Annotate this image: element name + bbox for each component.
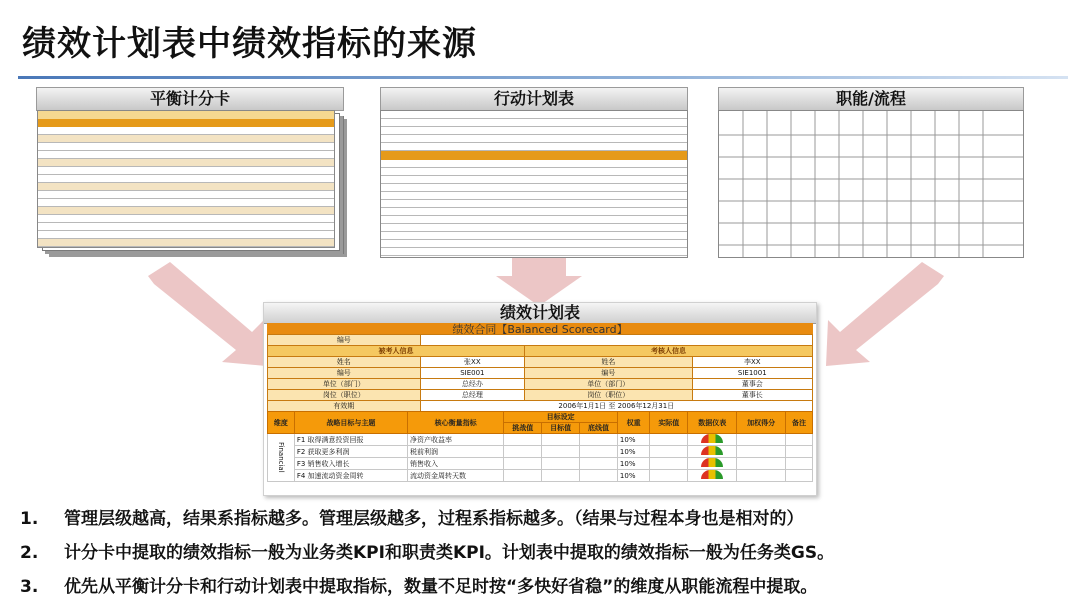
assessor-name: 李XX [692, 357, 812, 368]
number-label: 编号 [268, 335, 421, 346]
function-process-thumbnail [718, 110, 1024, 258]
measure-cell: 净资产收益率 [408, 434, 504, 446]
note-number: 1. [20, 509, 39, 529]
weight-cell: 10% [617, 458, 649, 470]
performance-plan-heading: 绩效计划表 [264, 303, 816, 324]
performance-plan-card [263, 302, 817, 496]
assessee-unit: 总经办 [420, 379, 524, 390]
function-process-heading: 职能/流程 [718, 87, 1024, 111]
table-row [268, 458, 813, 470]
col-target: 目标值 [542, 423, 580, 434]
strategy-cell: F3 销售收入增长 [294, 458, 407, 470]
strategy-cell: F2 获取更多利润 [294, 446, 407, 458]
weight-cell: 10% [617, 434, 649, 446]
table-row [268, 446, 813, 458]
note-text: 优先从平衡计分卡和行动计划表中提取指标，数量不足时按“多快好省稳”的维度从职能流程中提取。 [64, 577, 818, 597]
weight-cell: 10% [617, 470, 649, 482]
kpi-table [267, 411, 813, 482]
contract-info-table [267, 334, 813, 412]
strategy-cell: F1 取得满意投资回报 [294, 434, 407, 446]
note-text: 管理层级越高，结果系指标越多。管理层级越多，过程系指标越多。（结果与过程本身也是相对的） [64, 509, 804, 529]
assessor-name-label: 姓名 [525, 357, 693, 368]
col-actual: 实际值 [650, 412, 688, 434]
gauge-icon [701, 434, 723, 443]
weight-cell: 10% [617, 446, 649, 458]
measure-cell: 流动资金周转天数 [408, 470, 504, 482]
col-remark: 备注 [786, 412, 813, 434]
balanced-scorecard-heading: 平衡计分卡 [36, 87, 344, 111]
action-plan-heading: 行动计划表 [380, 87, 688, 111]
assessee-id: SIE001 [420, 368, 524, 379]
dimension-label: Financial [268, 434, 295, 482]
assessee-id-label: 编号 [268, 368, 421, 379]
measure-cell: 税前利润 [408, 446, 504, 458]
assessor-id: SIE1001 [692, 368, 812, 379]
gauge-icon [701, 458, 723, 467]
assessee-unit-label: 单位（部门） [268, 379, 421, 390]
note-number: 2. [20, 543, 39, 563]
assessee-name-label: 姓名 [268, 357, 421, 368]
strategy-cell: F4 加速流动资金周转 [294, 470, 407, 482]
assessor-section: 考核人信息 [525, 346, 813, 357]
col-target-setting: 目标设定 [504, 412, 618, 423]
arrow-right-down-icon [140, 262, 280, 372]
assessee-post-label: 岗位（职位） [268, 390, 421, 401]
assessor-id-label: 编号 [525, 368, 693, 379]
arrow-left-down-icon [812, 262, 952, 372]
assessee-post: 总经理 [420, 390, 524, 401]
col-score: 加权得分 [737, 412, 786, 434]
col-challenge: 挑战值 [504, 423, 542, 434]
col-baseline: 底线值 [580, 423, 618, 434]
note-text: 计分卡中提取的绩效指标一般为业务类KPI和职责类KPI。计划表中提取的绩效指标一般为任务类GS。 [64, 543, 835, 563]
col-dashboard: 数据仪表 [688, 412, 737, 434]
list-item [20, 538, 834, 563]
period-label: 有效期 [268, 401, 421, 412]
list-item [20, 572, 817, 597]
period-value: 2006年1月1日 至 2006年12月31日 [420, 401, 812, 412]
col-core-measure: 核心衡量指标 [408, 412, 504, 434]
assessee-name: 张XX [420, 357, 524, 368]
list-item [20, 504, 804, 529]
measure-cell: 销售收入 [408, 458, 504, 470]
note-number: 3. [20, 577, 39, 597]
contract-title: 绩效合同【Balanced Scorecard】 [452, 323, 628, 336]
col-weight: 权重 [617, 412, 649, 434]
assessor-unit-label: 单位（部门） [525, 379, 693, 390]
title-divider [18, 76, 1068, 79]
table-row [268, 434, 813, 446]
gauge-icon [701, 446, 723, 455]
assessor-unit: 董事会 [692, 379, 812, 390]
arrow-down-icon [494, 258, 584, 308]
assessor-post: 董事长 [692, 390, 812, 401]
action-plan-thumbnail [380, 110, 688, 258]
assessee-section: 被考人信息 [268, 346, 525, 357]
contract-ribbon [267, 323, 813, 334]
assessor-post-label: 岗位（职位） [525, 390, 693, 401]
table-row [268, 470, 813, 482]
page-title: 绩效计划表中绩效指标的来源 [22, 24, 477, 64]
gauge-icon [701, 470, 723, 479]
col-strategy: 战略目标与主题 [294, 412, 407, 434]
col-dimension: 维度 [268, 412, 295, 434]
